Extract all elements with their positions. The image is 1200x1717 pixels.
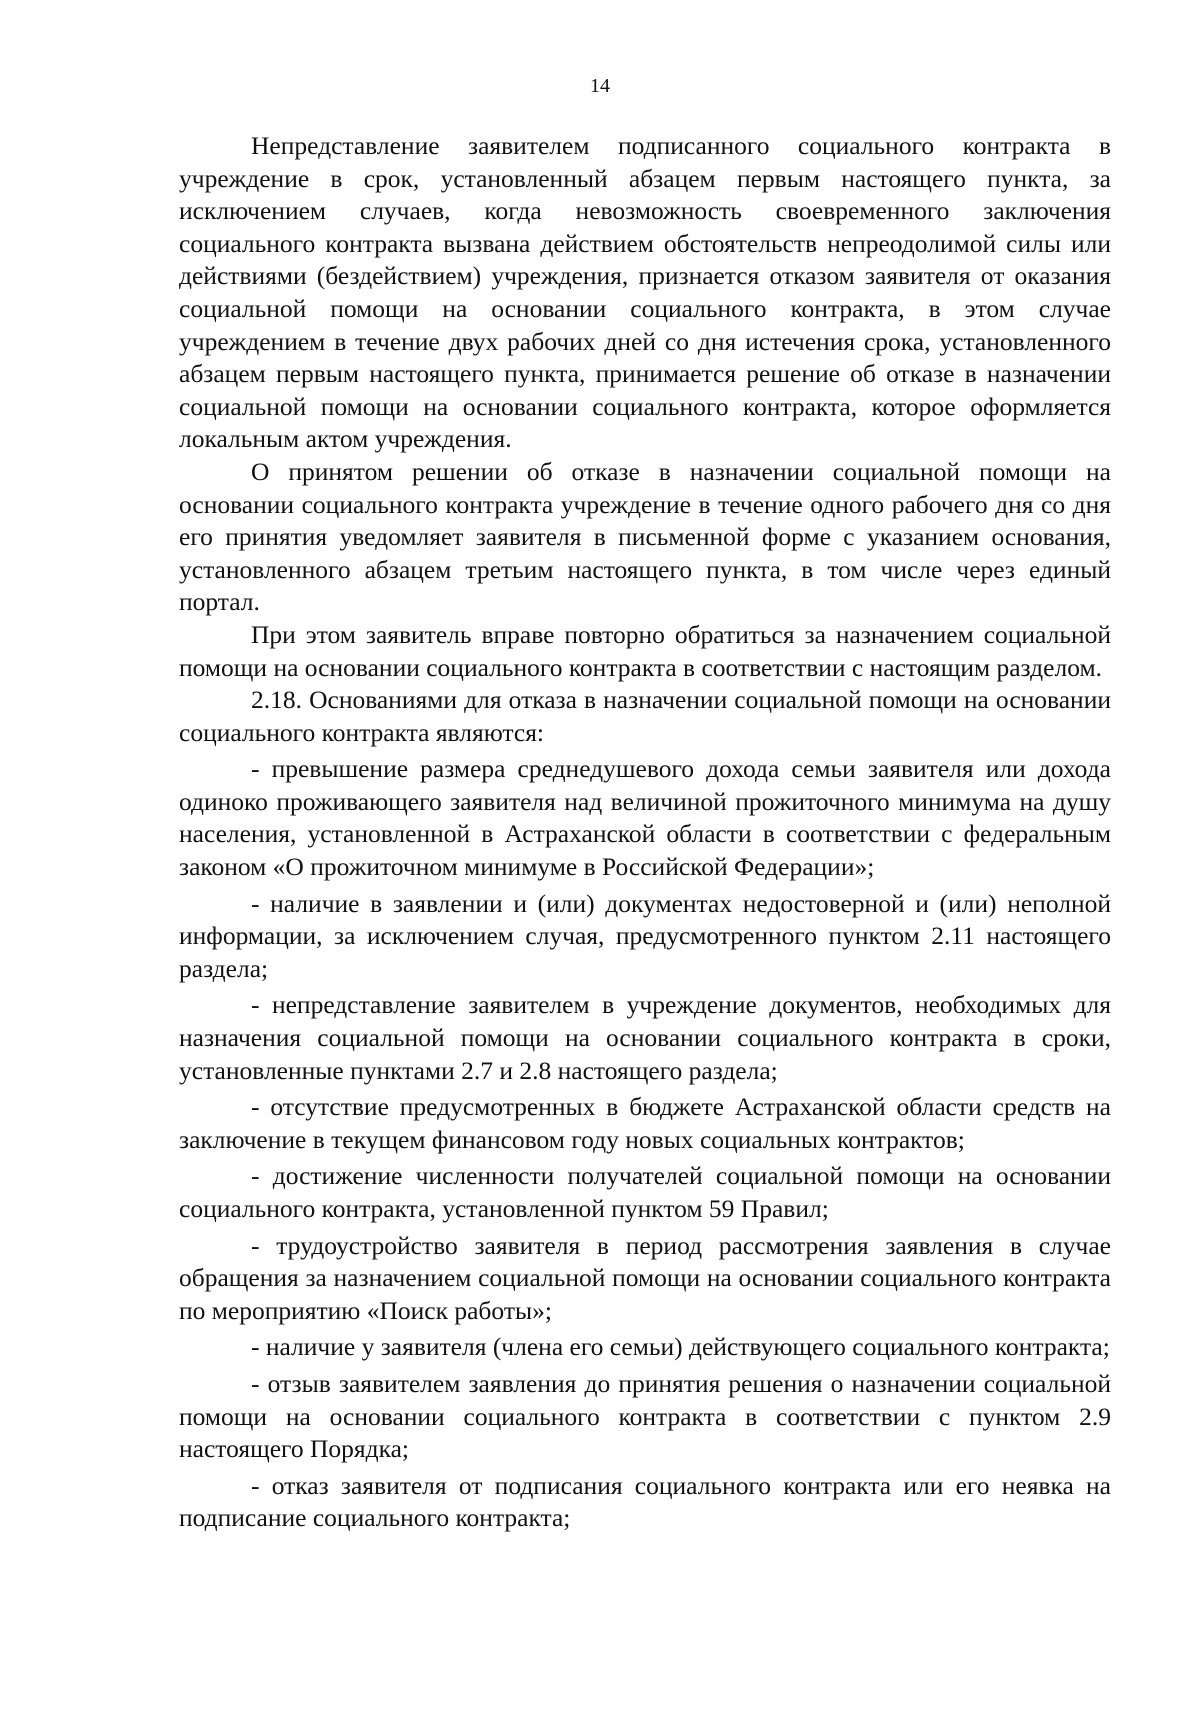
paragraph-refusal-notification: О принятом решении об отказе в назначении социальной помощи на основании социального контракта учреждение в течение одного рабочего дня со дня его принятия уведомляет заявителя в письменной форме с указанием основания, установленного абзацем третьим настоящего пункта, в том числе через единый портал. (179, 456, 1111, 617)
paragraph-section-2-18: 2.18. Основаниями для отказа в назначении социальной помощи на основании социального контракта являются: (179, 685, 1111, 747)
paragraph-refusal-unsigned-contract: Непредставление заявителем подписанного социального контракта в учреждение в срок, установленный абзацем первым настоящего пункта, за исключением случаев, когда невозможность своевременного заключения социального контракта вызвана действием обстоятельств непреодолимой силы или действиями (бездействием) учреждения, признается отказом заявителя от оказания социальной помощи на основании социального контракта, в этом случае учреждением в течение двух рабочих дней со дня истечения срока, установленного абзацем первым настоящего пункта, принимается решение об отказе в назначении социальной помощи на основании социального контракта, которое оформляется локальным актом учреждения. (179, 131, 1111, 454)
list-item-signing-refusal: - отказ заявителя от подписания социального контракта или его неявка на подписание социального контракта; (179, 1470, 1111, 1533)
paragraph-reapplication: При этом заявитель вправе повторно обратиться за назначением социальной помощи на основании социального контракта в соответствии с настоящим разделом. (179, 619, 1111, 682)
list-item-active-contract: - наличие у заявителя (члена его семьи) действующего социального контракта; (251, 1332, 1110, 1362)
list-item-application-withdrawal: - отзыв заявителем заявления до принятия решения о назначении социальной помощи на основании социального контракта в соответствии с пунктом 2.9 настоящего Порядка; (179, 1368, 1111, 1464)
document-body (179, 130, 1111, 1535)
list-item-inaccurate-info: - наличие в заявлении и (или) документах недостоверной и (или) неполной информации, за исключением случая, предусмотренного пунктом 2.11 настоящего раздела; (179, 888, 1111, 983)
list-item-employment: - трудоустройство заявителя в период рассмотрения заявления в случае обращения за назначением социальной помощи на основании социального контракта по мероприятию «Поиск работы»; (179, 1230, 1111, 1325)
list-item-income-excess: - превышение размера среднедушевого дохода семьи заявителя или дохода одиноко проживающего заявителя над величиной прожиточного минимума на душу населения, установленной в Астраханской области в соответствии с федеральным законом «О прожиточном минимуме в Российской Федерации»; (179, 754, 1111, 882)
list-item-no-budget: - отсутствие предусмотренных в бюджете Астраханской области средств на заключение в текущем финансовом году новых социальных контрактов; (179, 1092, 1111, 1154)
list-item-documents-missing: - непредставление заявителем в учреждение документов, необходимых для назначения социальной помощи на основании социального контракта в сроки, установленные пунктами 2.7 и 2.8 настоящего раздела; (179, 990, 1111, 1085)
page-number: 14 (590, 75, 610, 97)
list-item-recipient-limit: - достижение численности получателей социальной помощи на основании социального контракта, установленной пунктом 59 Правил; (179, 1161, 1111, 1223)
